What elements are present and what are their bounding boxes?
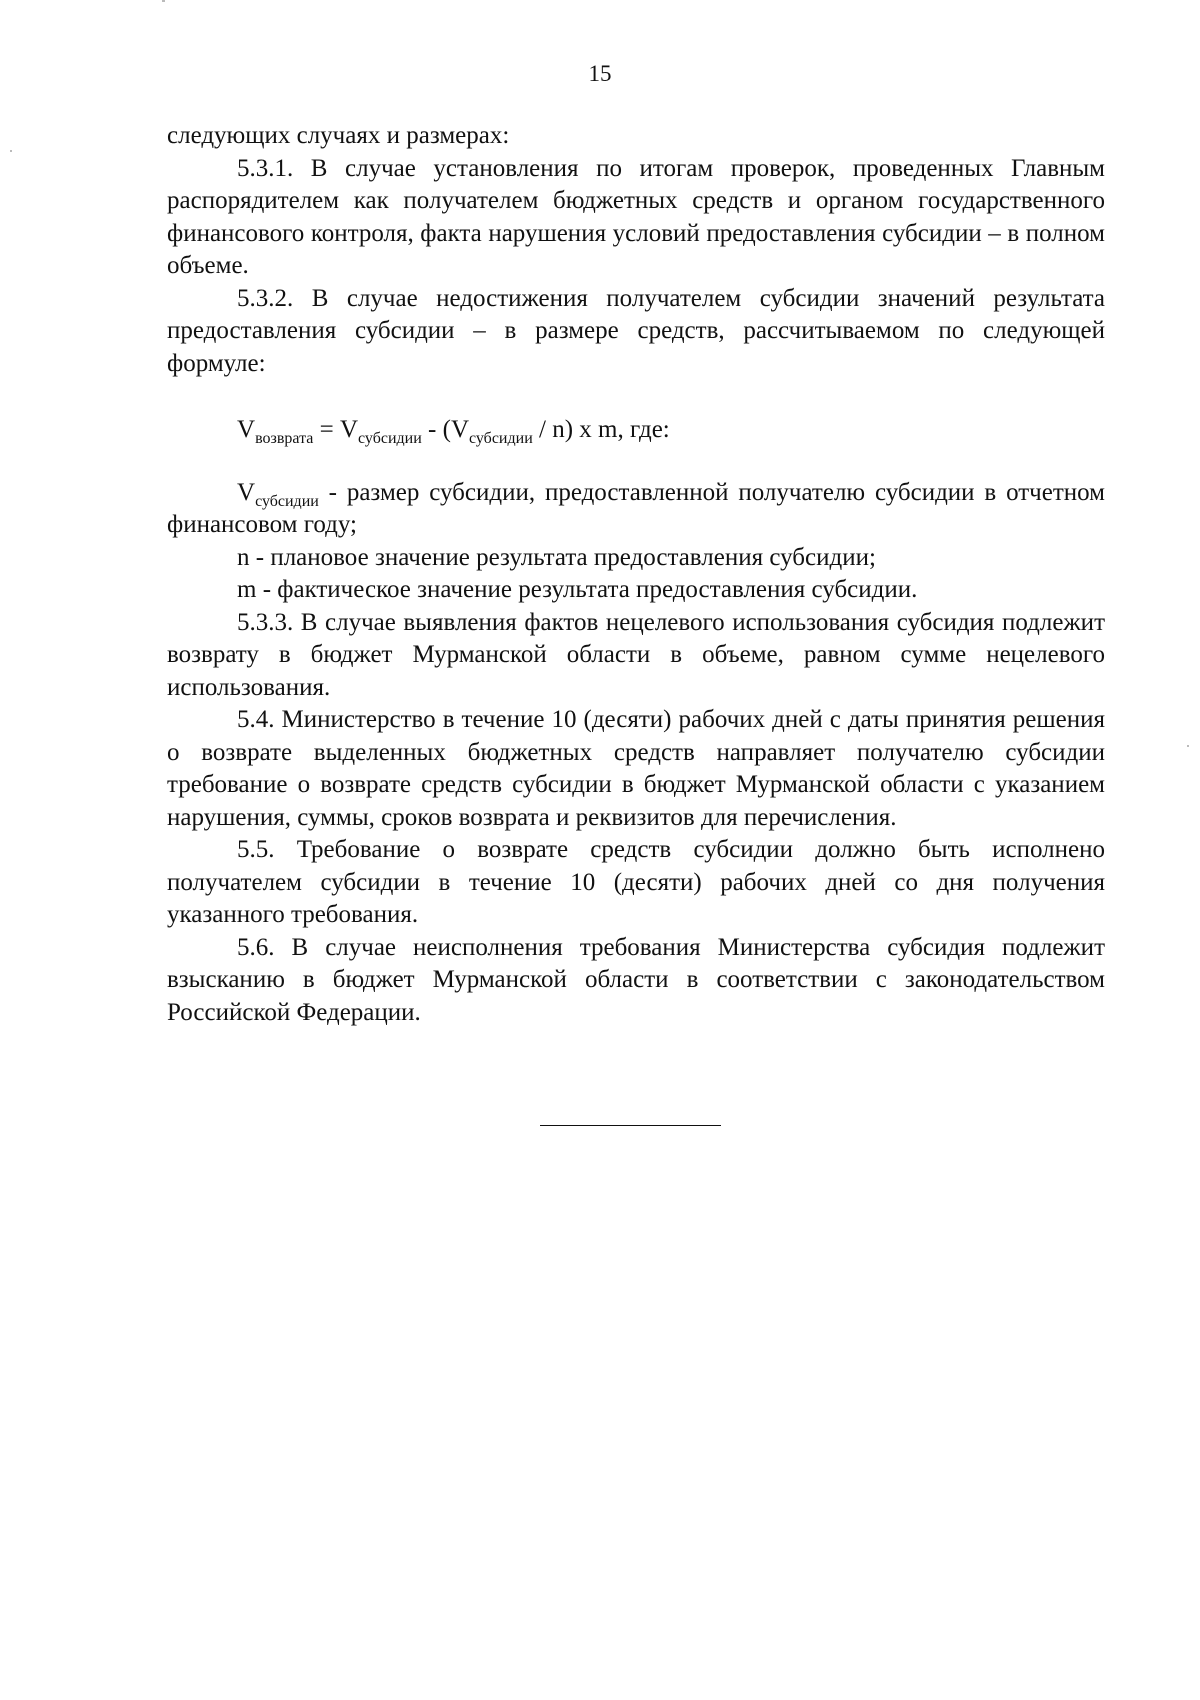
- paragraph-5-6: 5.6. В случае неисполнения требования Министерства субсидия подлежит взысканию в бюджет Мурманской области в соответствии с законодательством Российской Федерации.: [167, 933, 1105, 1026]
- definition-n: n - плановое значение результата предоставления субсидии;: [237, 543, 876, 571]
- formula-symbol-v: V: [237, 416, 256, 443]
- formula-symbol-v: V: [339, 416, 359, 443]
- definition-m: m - фактическое значение результата предоставления субсидии.: [237, 576, 918, 603]
- formula-tail: / n) x m, где:: [532, 416, 670, 443]
- document-body: [167, 120, 1105, 1029]
- scan-artifact: [162, 0, 165, 2]
- formula-symbol-v: V: [450, 416, 469, 443]
- formula-subscript-return: возврата: [255, 430, 314, 447]
- formula-subscript-subsidy: субсидии: [358, 430, 422, 447]
- paragraph-intro: следующих случаях и размерах:: [167, 122, 510, 149]
- page-number: 15: [588, 61, 612, 86]
- scan-artifact: [1187, 745, 1189, 747]
- definition-subscript-subsidy: субсидии: [255, 492, 319, 510]
- scan-artifact: [10, 150, 12, 152]
- paragraph-5-3-1: 5.3.1. В случае установления по итогам проверок, проведенных Главным распорядителем как получателем бюджетных средств и органом государственного финансового контроля, факта нарушения условий предоставления субсидии – в полном объеме.: [167, 154, 1105, 279]
- definition-v-subsidy: [167, 477, 1105, 542]
- paragraph-5-4: 5.4. Министерство в течение 10 (десяти) рабочих дней с даты принятия решения о возврате выделенных бюджетных средств направляет получателю субсидии требование о возврате средств субсидии в бюджет Мурманской области с указанием нарушения, суммы, сроков возврата и реквизитов для перечисления.: [167, 706, 1105, 831]
- definition-symbol-v: V: [237, 478, 256, 506]
- return-formula: [237, 414, 1105, 447]
- paragraph-5-5: 5.5. Требование о возврате средств субсидии должно быть исполнено получателем субсидии в течение 10 (десяти) рабочих дней со дня получения указанного требования.: [167, 836, 1105, 928]
- paragraph-5-3-3: 5.3.3. В случае выявления фактов нецелевого использования субсидия подлежит возврату в бюджет Мурманской области в объеме, равном сумме нецелевого использования.: [167, 608, 1105, 701]
- formula-minus-open: - (: [421, 416, 451, 443]
- formula-subscript-subsidy: субсидии: [469, 430, 533, 447]
- closing-divider-line: [540, 1125, 721, 1126]
- paragraph-5-3-2: 5.3.2. В случае недостижения получателем субсидии значений результата предоставления субсидии – в размере средств, рассчитываемом по следующей формуле:: [167, 284, 1105, 377]
- definition-v-text: - размер субсидии, предоставленной получателю субсидии в отчетном финансовом году;: [167, 478, 1105, 538]
- formula-equals: =: [313, 416, 340, 443]
